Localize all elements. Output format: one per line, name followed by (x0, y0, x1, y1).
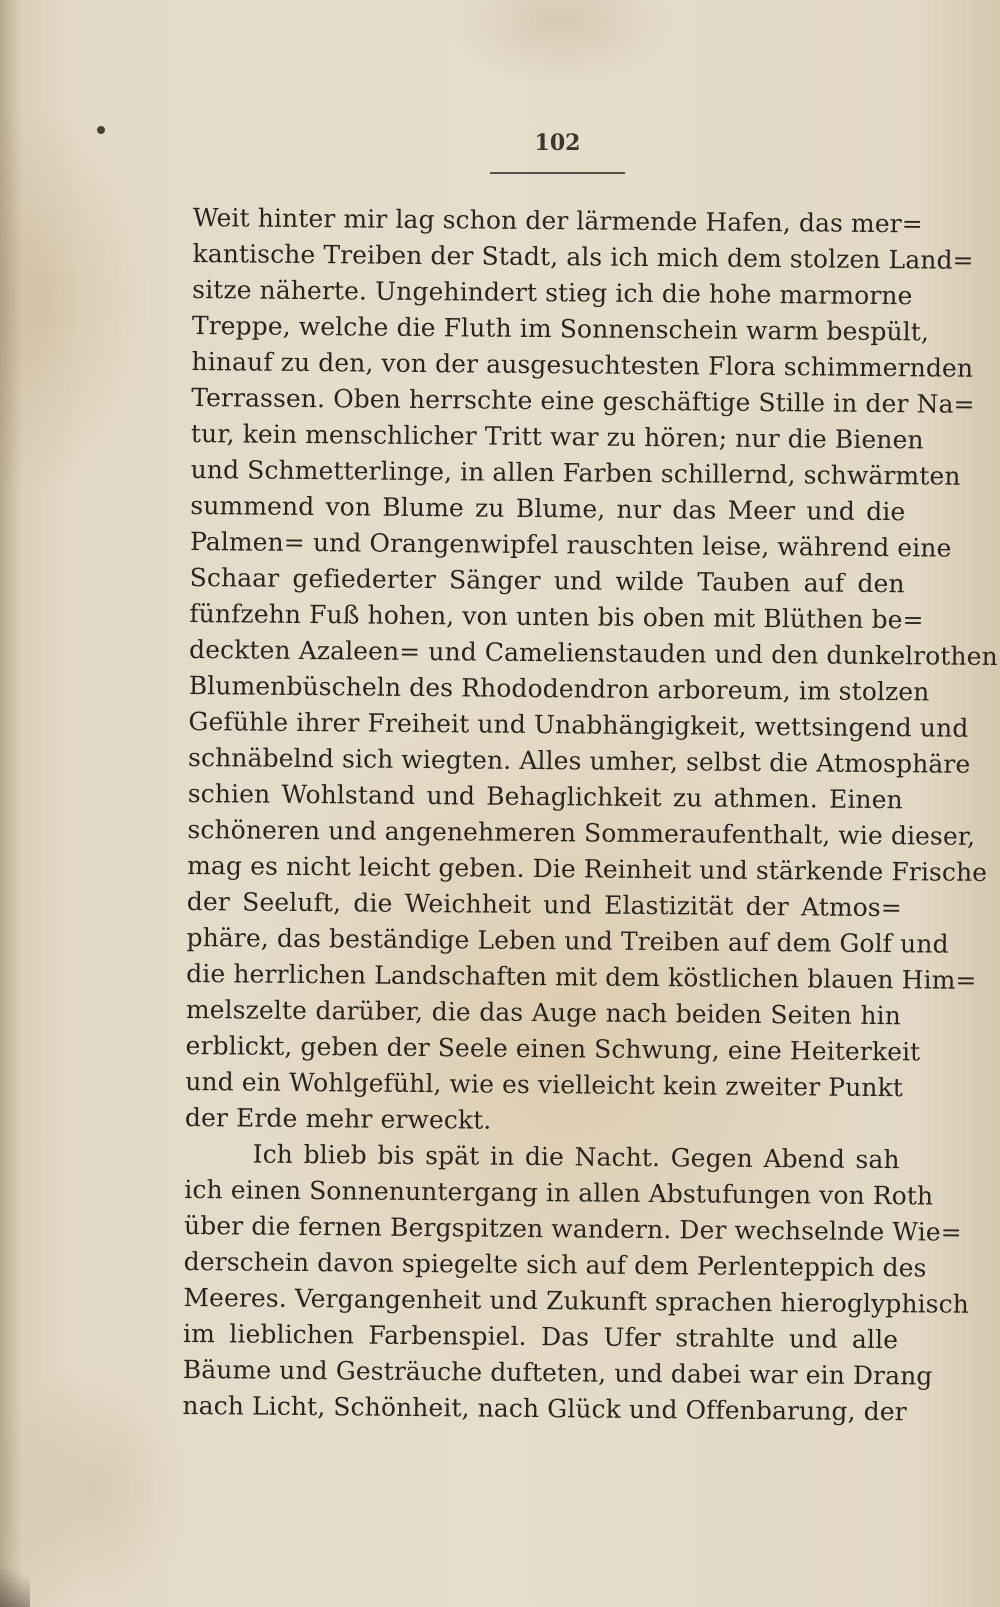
body-text (182, 200, 998, 1430)
text-line: Bäume und Gesträuche dufteten, und dabei war ein Drang (182, 1354, 933, 1391)
text-line: schnäbelnd sich wiegten. Alles umher, selbst die Atmosphäre (188, 742, 971, 779)
text-line: tur, kein menschlicher Tritt war zu hören; nur die Bienen (190, 418, 924, 455)
text-line: Terrassen. Oben herrschte eine geschäftige Stille in der Na= (191, 382, 975, 419)
text-line: deckten Azaleen= und Camelienstauden und den dunkelrothen (188, 634, 998, 672)
text-line: über die fernen Bergspitzen wandern. Der wechselnde Wie= (183, 1210, 962, 1247)
text-line: mag es nicht leicht geben. Die Reinheit und stärkende Frische (187, 850, 988, 887)
text-line: nach Licht, Schönheit, nach Glück und Offenbarung, der (182, 1390, 907, 1427)
text-line: kantische Treiben der Stadt, als ich mich dem stolzen Land= (192, 238, 974, 275)
text-line: Schaar gefiederter Sänger und wilde Tauben auf den (189, 562, 905, 599)
text-line: schien Wohlstand und Behaglichkeit zu athmen. Einen (187, 778, 903, 815)
text-line: phäre, das beständige Leben und Treiben auf dem Golf und (186, 922, 949, 959)
text-line: Weit hinter mir lag schon der lärmende Hafen, das mer= (192, 202, 923, 239)
text-line: und Schmetterlinge, in allen Farben schillernd, schwärmten (190, 454, 961, 491)
text-line: derschein davon spiegelte sich auf dem Perlenteppich des (183, 1246, 927, 1283)
text-line: sitze näherte. Ungehindert stieg ich die hohe marmorne (192, 274, 913, 311)
text-line: der Seeluft, die Weichheit und Elastizität der Atmos= (186, 886, 902, 923)
text-line: schöneren und angenehmeren Sommeraufenthalt, wie dieser, (187, 814, 976, 851)
paragraph (184, 200, 998, 1142)
header-rule (490, 172, 625, 174)
text-line: der Erde mehr erweckt. (184, 1102, 492, 1135)
text-line: die herrlichen Landschaften mit dem köstlichen blauen Him= (186, 958, 977, 995)
ink-spot (97, 126, 105, 134)
text-line: Palmen= und Orangenwipfel rauschten leise, während eine (189, 526, 952, 563)
paragraph (182, 1136, 970, 1430)
text-line: summend von Blume zu Blume, nur das Meer und die (190, 490, 906, 527)
text-line: Treppe, welche die Fluth im Sonnenschein warm bespült, (191, 310, 930, 347)
text-line: Gefühle ihrer Freiheit und Unabhängigkeit, wettsingend und (188, 706, 969, 743)
text-line: ich einen Sonnenuntergang in allen Abstufungen von Roth (184, 1174, 934, 1211)
text-line: Blumenbüscheln des Rhododendron arboreum, im stolzen (188, 670, 930, 707)
page-number: 102 (534, 130, 581, 156)
text-line: und ein Wohlgefühl, wie es vielleicht kein zweiter Punkt (185, 1066, 904, 1103)
text-line: hinauf zu den, von der ausgesuchtesten Flora schimmernden (191, 346, 974, 383)
text-line: melszelte darüber, die das Auge nach beiden Seiten hin (185, 994, 902, 1031)
page-corner-curl (0, 1557, 30, 1607)
text-line: im lieblichen Farbenspiel. Das Ufer strahlte und alle (182, 1318, 899, 1355)
text-line: Ich blieb bis spät in die Nacht. Gegen Abend sah (252, 1139, 900, 1175)
spine-shadow (0, 0, 22, 1607)
text-line: Meeres. Vergangenheit und Zukunft sprachen hieroglyphisch (183, 1282, 970, 1319)
text-line: fünfzehn Fuß hohen, von unten bis oben mit Blüthen be= (189, 598, 924, 635)
text-line: erblickt, geben der Seele einen Schwung, eine Heiterkeit (185, 1030, 921, 1067)
